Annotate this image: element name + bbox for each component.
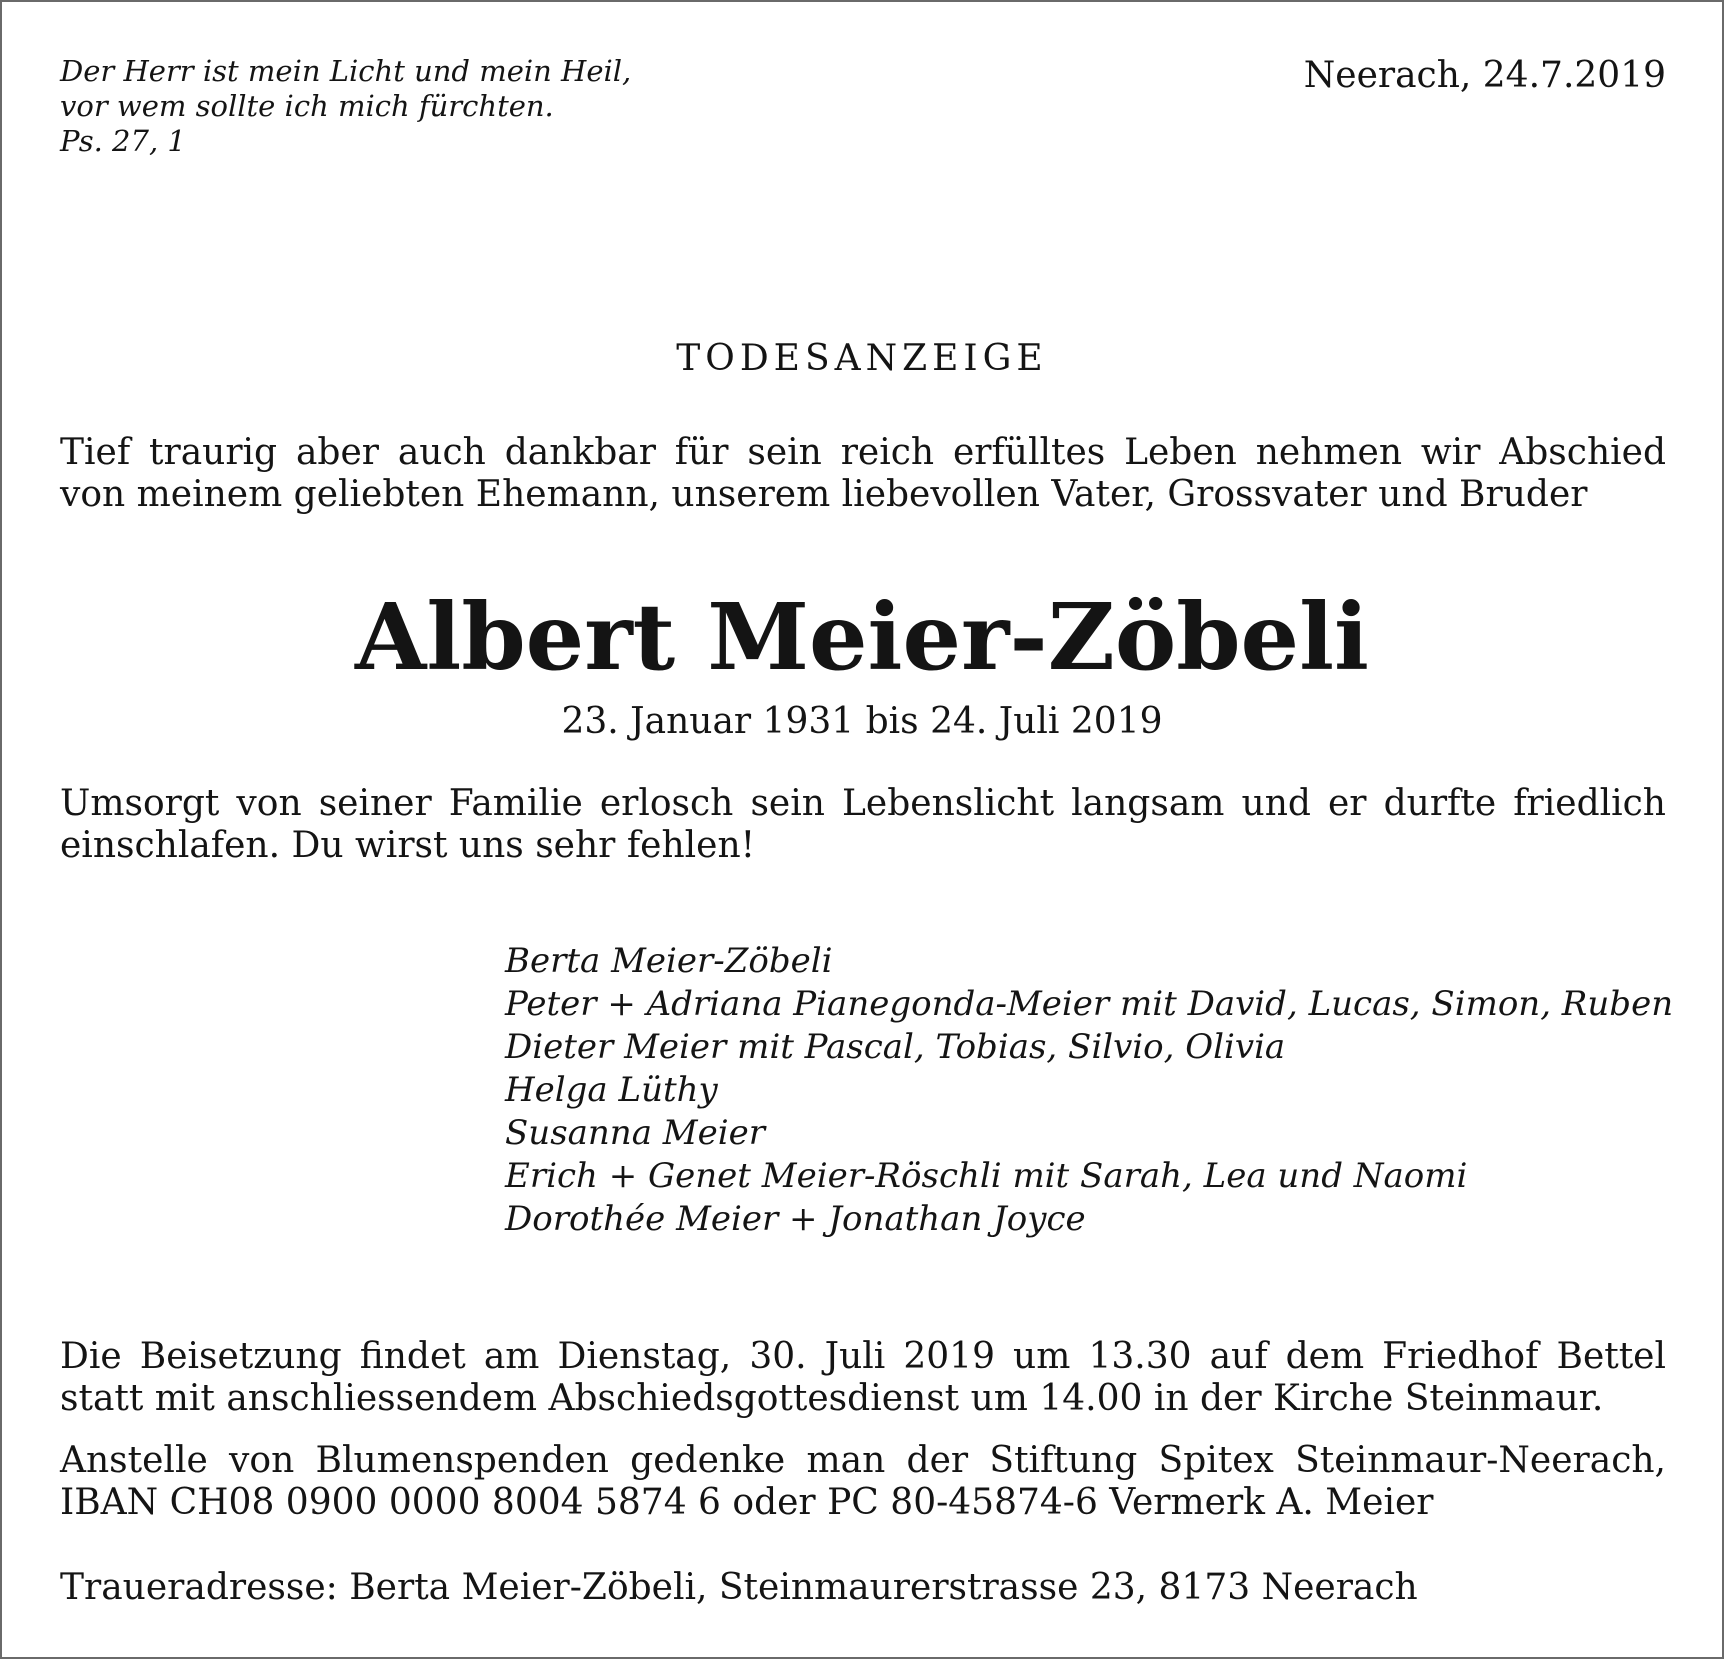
donation-line: IBAN CH08 0900 0000 8004 5874 6 oder PC 80-45874-6 Vermerk A. Meier [60, 1482, 1434, 1523]
family-member: Dieter Meier mit Pascal, Tobias, Silvio, Olivia [505, 1027, 1286, 1067]
psalm-line: Der Herr ist mein Licht und mein Heil, [60, 54, 632, 88]
funeral-line: statt mit anschliessendem Abschiedsgottesdienst um 14.00 in der Kirche Steinmaur. [60, 1378, 1604, 1419]
family-member: Helga Lüthy [505, 1070, 718, 1110]
donation-line: Anstelle von Blumenspenden gedenke man der Stiftung Spitex Steinmaur-Neerach, [60, 1440, 1666, 1481]
message-line: Umsorgt von seiner Familie erlosch sein Lebenslicht langsam und er durfte friedlich [60, 783, 1666, 824]
life-dates: 23. Januar 1931 bis 24. Juli 2019 [561, 701, 1163, 742]
address-line: Traueradresse: Berta Meier-Zöbeli, Steinmaurerstrasse 23, 8173 Neerach [60, 1567, 1418, 1608]
psalm-quote [60, 54, 631, 159]
mourning-address [60, 1567, 1666, 1609]
family-member: Dorothée Meier + Jonathan Joyce [505, 1199, 1086, 1239]
notice-heading: TODESANZEIGE [676, 338, 1048, 379]
family-member: Berta Meier-Zöbeli [505, 941, 833, 981]
family-member: Erich + Genet Meier-Röschli mit Sarah, Lea und Naomi [505, 1156, 1468, 1196]
place-date: Neerach, 24.7.2019 [1303, 55, 1666, 96]
family-member: Peter + Adriana Pianegonda-Meier mit David, Lucas, Simon, Ruben [505, 984, 1674, 1024]
intro-line: von meinem geliebten Ehemann, unserem liebevollen Vater, Grossvater und Bruder [60, 474, 1588, 515]
deceased-name: Albert Meier-Zöbeli [355, 583, 1369, 691]
psalm-line: vor wem sollte ich mich fürchten. [60, 89, 554, 123]
psalm-reference: Ps. 27, 1 [60, 124, 186, 158]
funeral-paragraph [60, 1336, 1666, 1420]
family-list [505, 940, 1673, 1241]
intro-line: Tief traurig aber auch dankbar für sein reich erfülltes Leben nehmen wir Abschied [60, 432, 1666, 473]
message-line: einschlafen. Du wirst uns sehr fehlen! [60, 825, 756, 866]
message-paragraph [60, 783, 1666, 867]
funeral-line: Die Beisetzung findet am Dienstag, 30. Juli 2019 um 13.30 auf dem Friedhof Bettel [60, 1336, 1666, 1377]
intro-paragraph [60, 432, 1666, 516]
donation-paragraph [60, 1440, 1666, 1524]
family-member: Susanna Meier [505, 1113, 765, 1153]
